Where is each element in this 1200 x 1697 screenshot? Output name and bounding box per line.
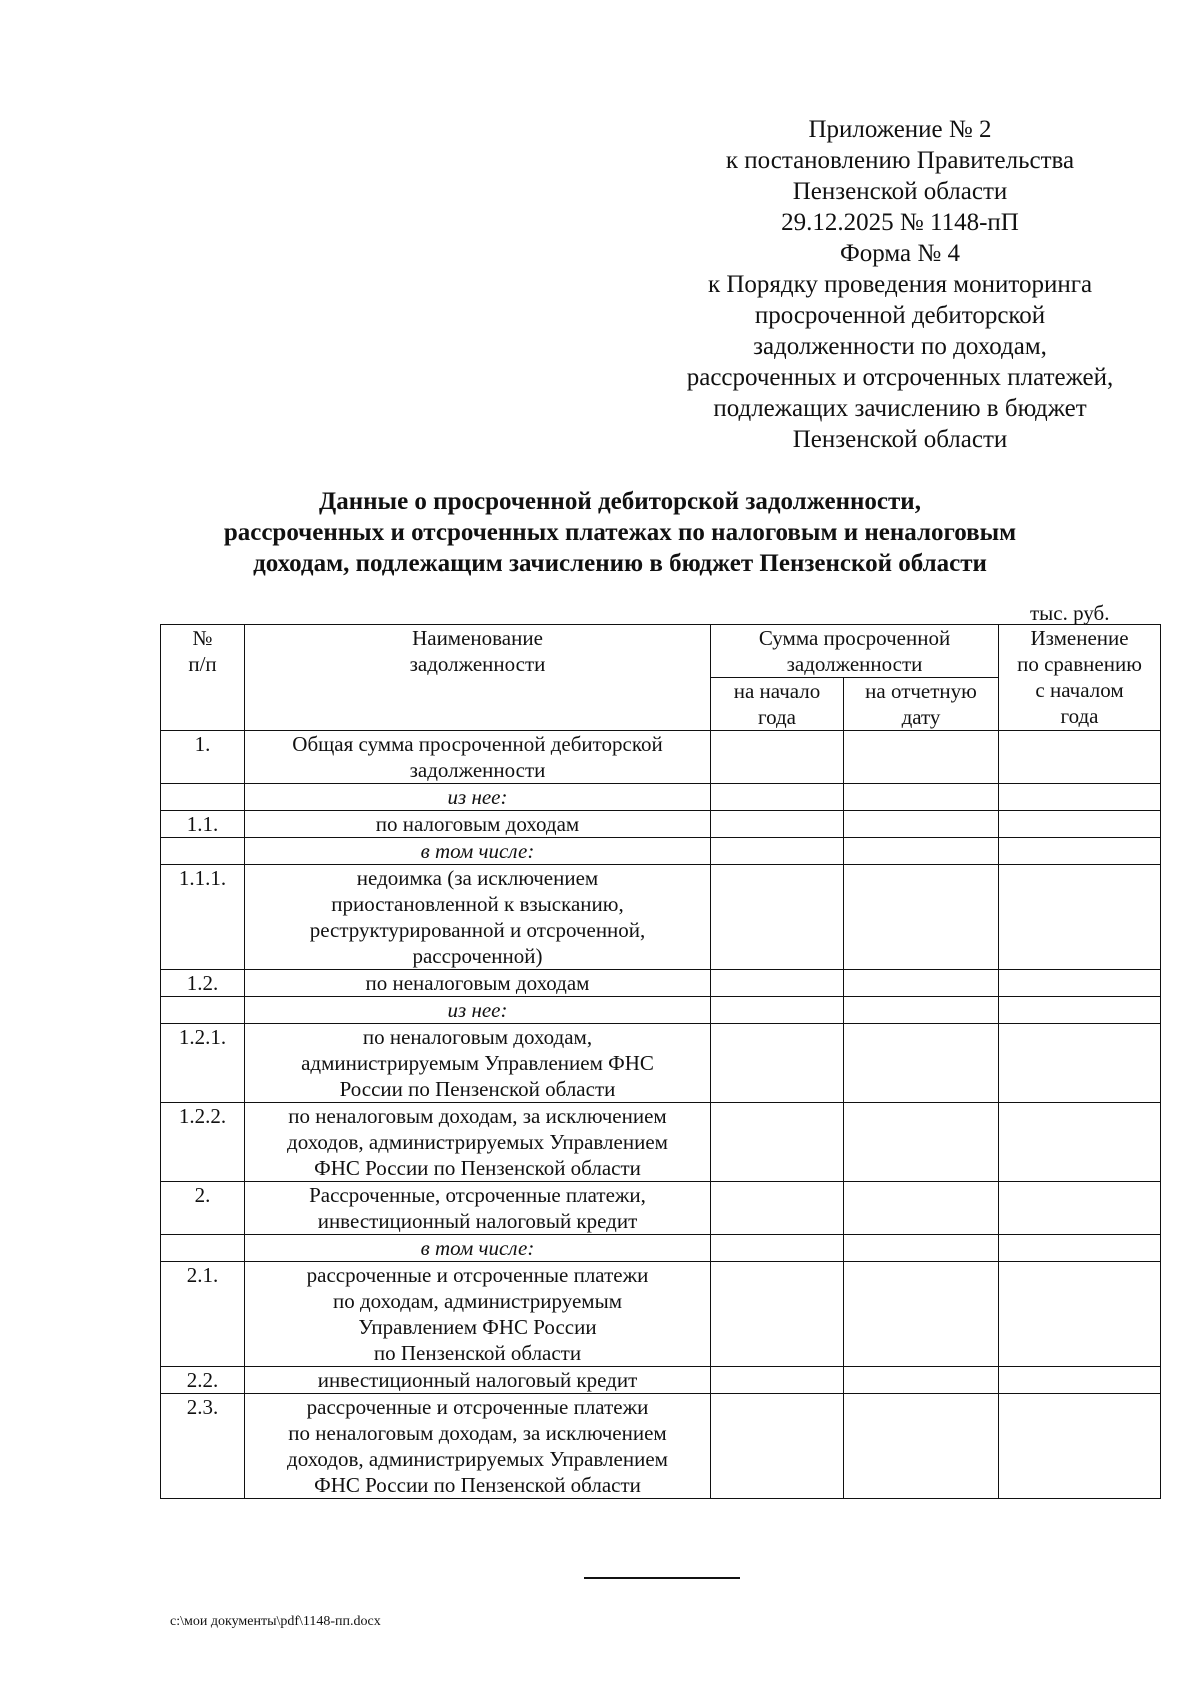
appendix-line: к постановлению Правительства — [725, 147, 1075, 174]
value-change — [999, 1024, 1161, 1103]
title-line: доходам, подлежащим зачислению в бюджет Пензенской области — [253, 550, 987, 577]
header-text: № — [192, 626, 213, 650]
header-change — [999, 625, 1161, 731]
row-name-line: по доходам, администрируемым — [333, 1289, 622, 1313]
value-start-year — [711, 1024, 844, 1103]
value-start-year — [711, 1262, 844, 1367]
appendix-line: рассроченных и отсроченных платежей, — [686, 364, 1114, 391]
row-name-line: инвестиционный налоговый кредит — [317, 1209, 638, 1233]
value-change — [999, 838, 1161, 865]
row-number: 2.3. — [161, 1394, 245, 1499]
title-line: Данные о просроченной дебиторской задолженности, — [319, 488, 921, 515]
row-name-line: по неналоговым доходам, за исключением — [288, 1421, 667, 1445]
row-name — [245, 731, 711, 784]
value-report-date — [844, 1262, 999, 1367]
table-row — [161, 1024, 1161, 1103]
header-overdue-sum — [711, 625, 999, 678]
header-text: п/п — [188, 652, 217, 676]
value-change — [999, 1367, 1161, 1394]
value-change — [999, 1394, 1161, 1499]
table-row — [161, 865, 1161, 970]
value-start-year — [711, 1182, 844, 1235]
header-text: дату — [901, 705, 941, 729]
header-start-year — [711, 678, 844, 731]
value-start-year — [711, 1235, 844, 1262]
row-name-line: доходов, администрируемых Управлением — [287, 1130, 668, 1154]
row-number: 1. — [161, 731, 245, 784]
value-start-year — [711, 1103, 844, 1182]
header-text: на отчетную — [865, 679, 977, 703]
row-name-line: реструктурированной и отсроченной, — [309, 918, 646, 942]
appendix-line: Пензенской области — [792, 178, 1008, 205]
table-row — [161, 1262, 1161, 1367]
value-report-date — [844, 784, 999, 811]
row-name-line: по Пензенской области — [373, 1341, 582, 1365]
value-start-year — [711, 865, 844, 970]
table-row — [161, 970, 1161, 997]
value-start-year — [711, 970, 844, 997]
row-name — [245, 1103, 711, 1182]
row-number: 1.1.1. — [161, 865, 245, 970]
table-subsection-row — [161, 1235, 1161, 1262]
table-header-row — [161, 625, 1161, 678]
row-number: 2. — [161, 1182, 245, 1235]
row-name — [245, 811, 711, 838]
row-name — [245, 970, 711, 997]
unit-label: тыс. руб. — [1030, 601, 1110, 625]
row-name-line: приостановленной к взысканию, — [331, 892, 624, 916]
value-report-date — [844, 838, 999, 865]
table-body — [161, 731, 1161, 1499]
header-number — [161, 625, 245, 731]
document-title — [160, 486, 1080, 579]
header-text: задолженности — [409, 652, 546, 676]
row-name-line: в том числе: — [420, 1236, 535, 1260]
row-name — [245, 1394, 711, 1499]
row-name-line: России по Пензенской области — [339, 1077, 616, 1101]
row-number — [161, 1235, 245, 1262]
row-name-line: доходов, администрируемых Управлением — [287, 1447, 668, 1471]
value-change — [999, 731, 1161, 784]
file-path-footer: с:\мои документы\pdf\1148-пп.docx — [170, 1614, 381, 1629]
subsection-label — [245, 784, 711, 811]
value-report-date — [844, 1367, 999, 1394]
row-name-line: Управлением ФНС России — [358, 1315, 597, 1339]
header-text: года — [758, 705, 796, 729]
header-text: задолженности — [786, 652, 923, 676]
table-subsection-row — [161, 838, 1161, 865]
value-change — [999, 970, 1161, 997]
value-start-year — [711, 997, 844, 1024]
value-change — [999, 1235, 1161, 1262]
appendix-line: просроченной дебиторской — [754, 302, 1046, 329]
subsection-label — [245, 997, 711, 1024]
value-report-date — [844, 1394, 999, 1499]
value-change — [999, 997, 1161, 1024]
value-report-date — [844, 811, 999, 838]
row-name-line: Общая сумма просроченной дебиторской — [292, 732, 663, 756]
header-text: Изменение — [1030, 626, 1129, 650]
value-report-date — [844, 1024, 999, 1103]
subsection-label — [245, 838, 711, 865]
value-change — [999, 1182, 1161, 1235]
row-number — [161, 997, 245, 1024]
row-name-line: недоимка (за исключением — [356, 866, 599, 890]
row-number: 1.1. — [161, 811, 245, 838]
value-change — [999, 865, 1161, 970]
header-text: Сумма просроченной — [758, 626, 951, 650]
row-name-line: администрируемым Управлением ФНС — [301, 1051, 654, 1075]
subsection-label — [245, 1235, 711, 1262]
value-start-year — [711, 811, 844, 838]
appendix-line: Форма № 4 — [840, 240, 960, 267]
row-name-line: Рассроченные, отсроченные платежи, — [309, 1183, 646, 1207]
title-line: рассроченных и отсроченных платежах по налоговым и неналоговым — [223, 519, 1017, 546]
row-name — [245, 865, 711, 970]
appendix-line: подлежащих зачислению в бюджет — [713, 395, 1087, 422]
row-name — [245, 1024, 711, 1103]
value-start-year — [711, 731, 844, 784]
row-name-line: по неналоговым доходам, за исключением — [288, 1104, 667, 1128]
table-row — [161, 731, 1161, 784]
value-change — [999, 1103, 1161, 1182]
row-name-line: рассроченные и отсроченные платежи — [306, 1395, 649, 1419]
value-report-date — [844, 731, 999, 784]
row-name-line: из нее: — [447, 998, 508, 1022]
value-start-year — [711, 838, 844, 865]
header-text: Наименование — [412, 626, 543, 650]
row-name-line: по неналоговым доходам, — [362, 1025, 593, 1049]
row-name — [245, 1262, 711, 1367]
appendix-block — [640, 114, 1160, 455]
table-subsection-row — [161, 784, 1161, 811]
debt-table — [160, 624, 1161, 1499]
row-name — [245, 1182, 711, 1235]
value-report-date — [844, 1103, 999, 1182]
row-name-line: ФНС России по Пензенской области — [314, 1473, 641, 1497]
row-number: 2.1. — [161, 1262, 245, 1367]
appendix-line: Пензенской области — [792, 426, 1008, 453]
appendix-line: задолженности по доходам, — [753, 333, 1047, 360]
appendix-line: Приложение № 2 — [808, 116, 992, 143]
value-start-year — [711, 1394, 844, 1499]
table-row — [161, 1103, 1161, 1182]
value-change — [999, 784, 1161, 811]
header-text: по сравнению — [1017, 652, 1142, 676]
row-name-line: ФНС России по Пензенской области — [314, 1156, 641, 1180]
row-name-line: инвестиционный налоговый кредит — [317, 1368, 638, 1392]
row-number — [161, 838, 245, 865]
appendix-line: к Порядку проведения мониторинга — [707, 271, 1093, 298]
end-rule — [584, 1577, 740, 1579]
value-report-date — [844, 970, 999, 997]
table-row — [161, 1367, 1161, 1394]
row-name-line: рассроченной) — [412, 944, 543, 968]
row-number: 1.2. — [161, 970, 245, 997]
row-number — [161, 784, 245, 811]
value-report-date — [844, 1182, 999, 1235]
header-text: с началом — [1035, 678, 1124, 702]
header-text: года — [1060, 704, 1099, 728]
table-row — [161, 1394, 1161, 1499]
value-report-date — [844, 1235, 999, 1262]
header-name — [245, 625, 711, 731]
row-name-line: из нее: — [447, 785, 508, 809]
value-start-year — [711, 1367, 844, 1394]
row-name-line: рассроченные и отсроченные платежи — [306, 1263, 649, 1287]
table-row — [161, 1182, 1161, 1235]
value-start-year — [711, 784, 844, 811]
row-number: 2.2. — [161, 1367, 245, 1394]
row-name-line: по неналоговым доходам — [365, 971, 590, 995]
row-name-line: задолженности — [409, 758, 546, 782]
table-subsection-row — [161, 997, 1161, 1024]
table-row — [161, 811, 1161, 838]
appendix-line: 29.12.2025 № 1148-пП — [781, 209, 1019, 236]
value-change — [999, 1262, 1161, 1367]
value-change — [999, 811, 1161, 838]
row-name-line: по налоговым доходам — [375, 812, 580, 836]
value-report-date — [844, 865, 999, 970]
row-number: 1.2.1. — [161, 1024, 245, 1103]
row-number: 1.2.2. — [161, 1103, 245, 1182]
header-text: на начало — [733, 679, 821, 703]
row-name — [245, 1367, 711, 1394]
value-report-date — [844, 997, 999, 1024]
row-name-line: в том числе: — [420, 839, 535, 863]
header-report-date — [844, 678, 999, 731]
